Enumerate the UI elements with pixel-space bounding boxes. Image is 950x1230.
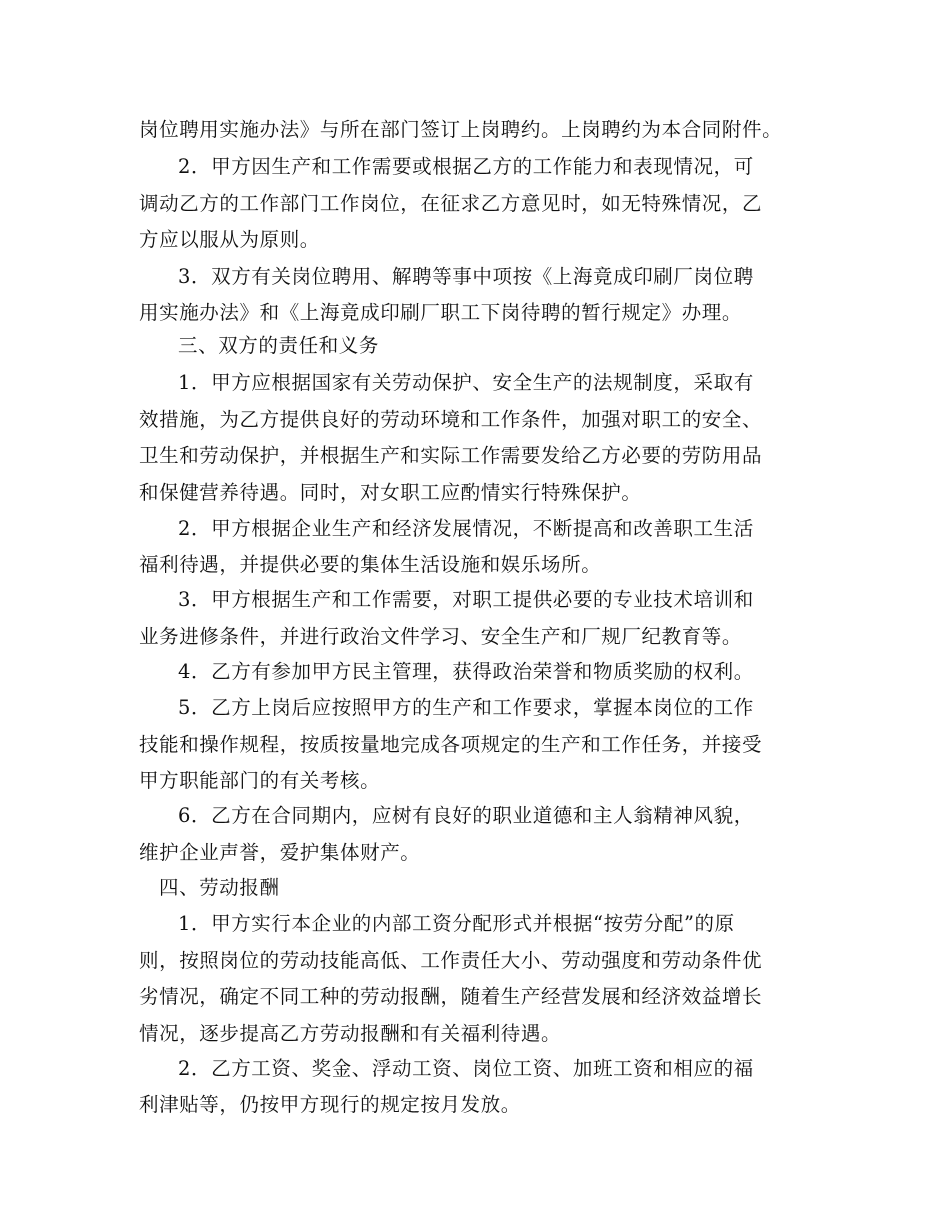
text-line: 福利待遇，并提供必要的集体生活设施和娱乐场所。 [139, 553, 602, 576]
text-line: 3．甲方根据生产和工作需要，对职工提供必要的专业技术培训和 [178, 588, 754, 611]
text-line: 4．乙方有参加甲方民主管理，获得政治荣誉和物质奖励的权利。 [178, 660, 754, 683]
text-line: 利津贴等，仍按甲方现行的规定按月发放。 [139, 1093, 521, 1116]
text-line: 3．双方有关岗位聘用、解聘等事中项按《上海竟成印刷厂岗位聘 [178, 265, 754, 288]
text-line: 业务进修条件，并进行政治文件学习、安全生产和厂规厂纪教育等。 [139, 625, 743, 648]
text-line: 和保健营养待遇。同时，对女职工应酌情实行特殊保护。 [139, 481, 642, 504]
text-line: 卫生和劳动保护，并根据生产和实际工作需要发给乙方必要的劳防用品 [139, 444, 763, 467]
section-heading: 三、双方的责任和义务 [178, 334, 380, 357]
text-line: 1．甲方实行本企业的内部工资分配形式并根据“按劳分配”的原 [178, 912, 735, 935]
text-line: 1．甲方应根据国家有关劳动保护、安全生产的法规制度，采取有 [178, 371, 754, 394]
text-line: 情况，逐步提高乙方劳动报酬和有关福利待遇。 [139, 1022, 562, 1045]
text-line: 调动乙方的工作部门工作岗位，在征求乙方意见时，如无特殊情况，乙 [139, 192, 763, 215]
text-line: 技能和操作规程，按质按量地完成各项规定的生产和工作任务，并接受 [139, 733, 763, 756]
text-line: 5．乙方上岗后应按照甲方的生产和工作要求，掌握本岗位的工作 [178, 696, 754, 719]
text-line: 岗位聘用实施办法》与所在部门签订上岗聘约。上岗聘约为本合同附件。 [139, 118, 783, 141]
text-line: 用实施办法》和《上海竟成印刷厂职工下岗待聘的暂行规定》办理。 [139, 301, 743, 324]
text-line: 维护企业声誉，爱护集体财产。 [139, 841, 421, 864]
text-line: 2．甲方因生产和工作需要或根据乙方的工作能力和表现情况，可 [178, 155, 754, 178]
text-line: 6．乙方在合同期内，应树有良好的职业道德和主人翁精神风貌， [178, 804, 754, 827]
section-heading: 四、劳动报酬 [159, 876, 280, 899]
text-line: 甲方职能部门的有关考核。 [139, 769, 381, 792]
text-line: 则，按照岗位的劳动技能高低、工作责任大小、劳动强度和劳动条件优 [139, 949, 763, 972]
text-line: 方应以服从为原则。 [139, 228, 320, 251]
text-line: 劣情况，确定不同工种的劳动报酬，随着生产经营发展和经济效益增长 [139, 985, 763, 1008]
text-line: 2．乙方工资、奖金、浮动工资、岗位工资、加班工资和相应的福 [178, 1057, 754, 1080]
text-line: 2．甲方根据企业生产和经济发展情况，不断提高和改善职工生活 [178, 517, 754, 540]
text-line: 效措施，为乙方提供良好的劳动环境和工作条件，加强对职工的安全、 [139, 408, 763, 431]
